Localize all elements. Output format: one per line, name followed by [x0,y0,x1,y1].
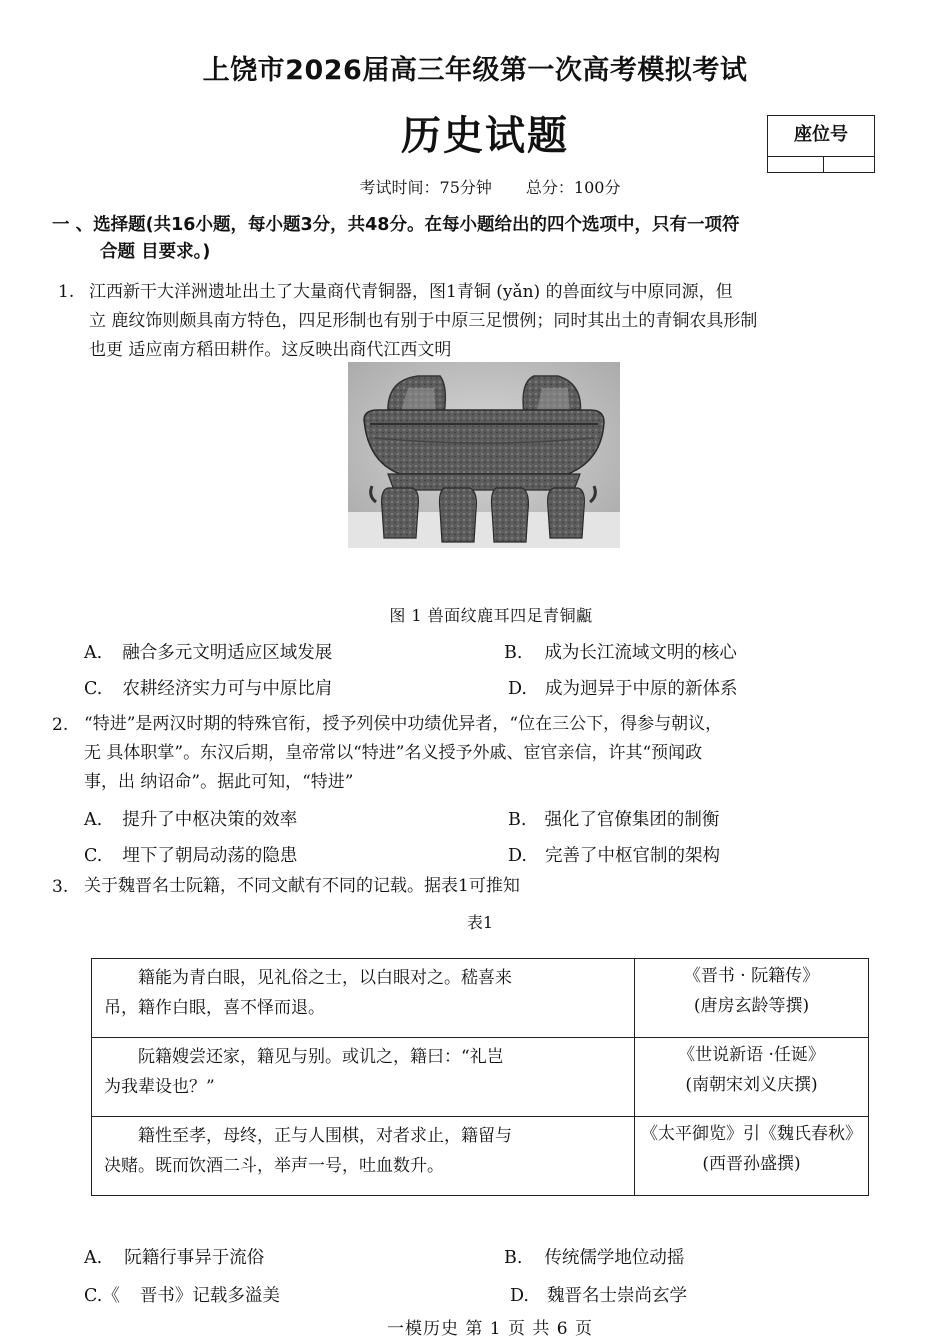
exam-title: 上饶市2026届高三年级第一次高考模拟考试 [202,55,748,86]
option-label: A. [84,1248,103,1268]
q2-option-a [84,806,297,831]
question-1-number: 1. [58,282,75,302]
option-label: C. [84,846,103,866]
section-heading-line2: 合题 目要求。) [100,242,211,262]
q1-option-d [508,675,737,700]
question-2-line: “特进”是两汉时期的特殊官衔，授予列侯中功绩优异者，“位在三公下，得参与朝议， [84,714,723,734]
question-2-number: 2. [52,715,69,735]
question-2-line: 无 具体职掌”。东汉后期，皇帝常以“特进”名义授予外戚、宦官亲信，许其“预闻政 [84,743,703,763]
question-2-stem [84,710,919,797]
option-label: B. [508,810,527,830]
option-text: 成为迥异于中原的新体系 [544,679,738,699]
q3-option-c [84,1282,280,1307]
q1-option-c [84,675,332,700]
q1-option-b [504,639,737,664]
table-row [92,959,869,1038]
option-label: A. [84,810,103,830]
option-text: 传统儒学地位动摇 [544,1248,685,1268]
page-footer: 一模历史 第 1 页 共 6 页 [386,1319,594,1339]
seat-number-cells [768,156,874,173]
option-label: D. [510,1286,529,1306]
table-cell-text: 籍性至孝，母终，正与人围棋，对者求止，籍留与 决赌。既而饮酒二斗，举声一号，吐血数升。 [92,1117,635,1196]
option-label: B. [504,643,523,663]
option-text: 强化了官僚集团的制衡 [544,810,720,830]
seat-label: 座位号 [794,124,848,145]
option-text: 完善了中枢官制的架构 [544,846,720,866]
exam-time: 考试时间：75分钟 [359,178,492,197]
option-label: A. [84,643,103,663]
q2-option-c [84,842,297,867]
bronze-vessel-photo [348,362,620,548]
q3-option-d [510,1282,687,1307]
section-heading [52,212,902,266]
question-2-line: 事，出 纳诏命”。据此可知，“特进” [84,772,354,792]
option-label: B. [504,1248,523,1268]
q3-option-b [504,1244,684,1269]
option-text: 晋书》记载多溢美 [139,1286,280,1306]
option-text: 农耕经济实力可与中原比肩 [122,679,333,699]
option-text: 成为长江流域文明的核心 [544,643,737,663]
table-1 [91,958,869,1196]
option-label: C. [84,679,103,699]
table-cell-text: 籍能为青白眼，见礼俗之士，以白眼对之。嵇喜来 吊，籍作白眼，喜不怿而退。 [92,959,635,1038]
bronze-vessel-illustration [348,362,620,548]
q2-option-d [508,842,720,867]
option-text: 融合多元文明适应区域发展 [122,643,333,663]
seat-cell-divider [823,157,824,173]
question-3-stem [84,872,919,901]
question-1-line: 也更 适应南方稻田耕作。这反映出商代江西文明 [89,340,452,360]
question-1-line: 立 鹿纹饰则颇具南方特色，四足形制也有别于中原三足惯例；同时其出土的青铜农具形制 [89,311,758,331]
section-heading-line1: 一 、选择题(共16小题，每小题3分，共48分。在每小题给出的四个选项中，只有一项符 [52,215,740,235]
question-1-stem [89,278,919,365]
table-cell-source: 《晋书 · 阮籍传》 (唐房玄龄等撰) [635,959,869,1038]
q2-option-b [508,806,719,831]
option-text: 阮籍行事异于流俗 [124,1248,265,1268]
table-cell-source: 《太平御览》引《魏氏春秋》 (西晋孙盛撰) [635,1117,869,1196]
q3-option-a [84,1244,264,1269]
table-1-caption: 表1 [466,913,494,932]
option-text: 埋下了朝局动荡的隐患 [122,846,298,866]
option-text: 提升了中枢决策的效率 [122,810,298,830]
table-row [92,1117,869,1196]
figure-1-caption: 图 1 兽面纹鹿耳四足青铜甗 [389,606,593,625]
table-cell-text: 阮籍嫂尝还家，籍见与别。或讥之，籍曰：“礼岂 为我辈设也？” [92,1038,635,1117]
q1-option-a [84,639,332,664]
subject-title: 历史试题 [401,113,569,159]
option-label: D. [508,679,527,699]
question-1-line: 江西新干大洋洲遗址出土了大量商代青铜器，图1青铜 (yǎn) 的兽面纹与中原同源，但 [89,282,733,302]
option-text: 魏晋名士崇尚玄学 [546,1286,687,1306]
option-label: C.《 [84,1286,120,1306]
table-cell-source: 《世说新语 ·任诞》 (南朝宋刘义庆撰) [635,1038,869,1117]
exam-info [0,175,950,198]
question-3-line: 关于魏晋名士阮籍，不同文献有不同的记载。据表1可推知 [84,876,520,896]
question-3-number: 3. [52,877,69,897]
total-score: 总分：100分 [525,178,621,197]
seat-number-box [767,115,875,173]
option-label: D. [508,846,527,866]
table-row [92,1038,869,1117]
